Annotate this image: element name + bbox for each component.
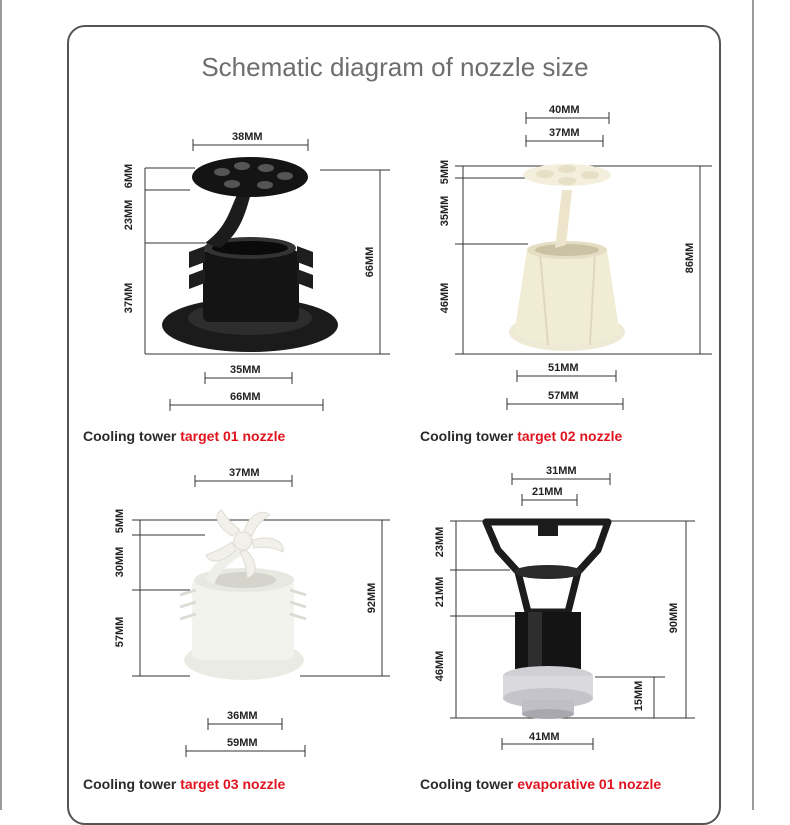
evaporative-01-nozzle-image: [486, 522, 608, 719]
dim-label: 46MM: [434, 650, 446, 682]
caption-target-01: Cooling tower target 01 nozzle: [83, 428, 286, 444]
dim-label: 57MM: [114, 616, 126, 648]
dim-label: 15MM: [633, 680, 645, 712]
dim-label: 5MM: [114, 508, 126, 534]
dim-label: 5MM: [439, 159, 451, 185]
dim-label: 23MM: [123, 199, 135, 231]
dim-label: 66MM: [230, 391, 261, 403]
dim-label: 37MM: [229, 467, 260, 479]
caption-target-03: Cooling tower target 03 nozzle: [83, 776, 286, 792]
dim-label: 41MM: [529, 731, 560, 743]
dim-label: 30MM: [114, 546, 126, 578]
dim-label: 57MM: [548, 390, 579, 402]
dim-label: 59MM: [227, 737, 258, 749]
dim-label: 66MM: [364, 246, 376, 278]
dim-label: 6MM: [123, 163, 135, 189]
dim-label: 92MM: [366, 582, 378, 614]
dim-label: 90MM: [668, 602, 680, 634]
dim-label: 40MM: [549, 104, 580, 116]
dim-label: 21MM: [532, 486, 563, 498]
dim-label: 37MM: [123, 282, 135, 314]
dim-label: 38MM: [232, 131, 263, 143]
dim-label: 51MM: [548, 362, 579, 374]
dim-label: 46MM: [439, 282, 451, 314]
caption-evaporative-01: Cooling tower evaporative 01 nozzle: [420, 776, 662, 792]
dim-label: 37MM: [549, 127, 580, 139]
target-02-nozzle-image: [509, 164, 625, 351]
dim-label: 86MM: [684, 242, 696, 274]
dim-label: 36MM: [227, 710, 258, 722]
dim-label: 31MM: [546, 465, 577, 477]
target-01-nozzle-image: [162, 157, 338, 352]
dim-label: 23MM: [434, 526, 446, 558]
caption-target-02: Cooling tower target 02 nozzle: [420, 428, 623, 444]
dim-label: 35MM: [439, 195, 451, 227]
page-title: Schematic diagram of nozzle size: [201, 52, 589, 82]
dim-label: 21MM: [434, 576, 446, 608]
dim-label: 35MM: [230, 364, 261, 376]
